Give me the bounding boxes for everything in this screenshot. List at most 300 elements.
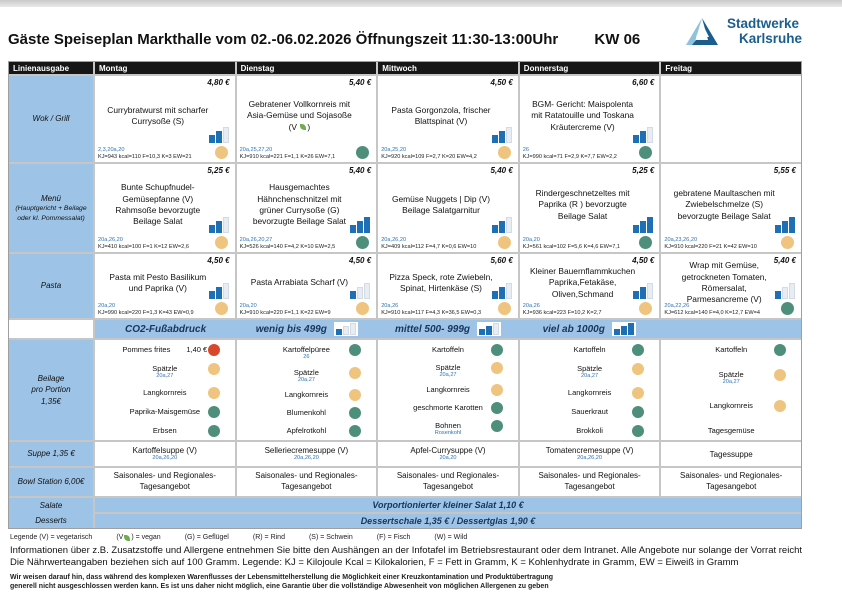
bar-segment (775, 225, 781, 233)
dish-price: 5,40 € (348, 166, 372, 175)
dish-cell-menu-1 (237, 164, 377, 252)
beilagen-cell-4 (661, 340, 801, 440)
co2-bars-icon (209, 283, 229, 299)
dish-name: Gebratener Vollkornreis mit Asia-Gemüse und Sojasoße (V ) (247, 98, 352, 132)
bar-segment (647, 217, 653, 233)
co2-footprint-banner (95, 320, 801, 338)
vegan-leaf-icon (300, 124, 306, 130)
co2-level-label: wenig bis 499g (255, 323, 327, 335)
bowl-cell-1 (237, 468, 377, 496)
row-label-beilage (9, 340, 93, 440)
suppe-allergens: 20a,26,20 (293, 455, 319, 461)
co2-banner-title: CO2-Fußabdruck (125, 323, 207, 335)
diet-legend (10, 534, 842, 541)
dish-name: Pasta Arrabiata Scharf (V) (250, 277, 349, 288)
column-header-linienausgabe: Linienausgabe (9, 62, 93, 74)
nutrition-values: KJ=920 kcal=109 F=2,7 K=20 EW=4,2 (381, 154, 477, 161)
nutrition-values: KJ=990 kcal=71 F=2,9 K=7,7 EW=2,2 (522, 154, 617, 161)
dish-footnotes (98, 237, 189, 251)
beilage-name: Kartoffeln (432, 345, 464, 354)
co2-row-spacer (9, 320, 93, 338)
beilage-note: 20a,27 (156, 373, 174, 379)
beilage-name: Langkornreis (284, 390, 329, 400)
page-title (8, 31, 640, 48)
column-header-donnerstag: Donnerstag (520, 62, 660, 74)
allergen-codes: 20a,20 (522, 237, 540, 244)
traffic-light-yellow (215, 146, 228, 159)
beilage-name: Sauerkraut (571, 406, 608, 416)
beilage-name: Apfelrotkohl (286, 425, 327, 435)
allergen-codes: 20a,22,26 (664, 303, 690, 310)
beilagen-cell-1 (237, 340, 377, 440)
bar-segment (499, 287, 505, 299)
traffic-light-green (774, 344, 786, 356)
bar-segment (343, 326, 349, 335)
traffic-light-green (349, 425, 361, 437)
co2-bars-icon (633, 217, 653, 233)
nutrition-values: KJ=910 kcal=117 F=4,3 K=36,5 EW=0,3 (381, 310, 482, 317)
dish-name: Kleiner Bauernflammkuchen Paprika,Fetakäse, Oliven,Schmand (529, 265, 636, 299)
suppe-name: Tomatencremesuppe (V) (545, 446, 634, 455)
bar-segment (506, 217, 512, 233)
co2-bars-icon (350, 217, 370, 233)
bar-segment (364, 283, 370, 299)
traffic-light-green (632, 425, 644, 437)
dish-cell-menu-2 (378, 164, 518, 252)
legend-item: (S) = Schwein (308, 534, 353, 541)
dish-price: 4,80 € (207, 78, 230, 87)
beilage-item (378, 403, 518, 414)
allergen-codes: 26 (522, 147, 530, 154)
traffic-light-yellow (491, 362, 503, 374)
traffic-light-green (491, 420, 503, 432)
suppe-cell-3 (520, 442, 660, 466)
nutrition-values: KJ=526 kcal=140 F=4,2 K=10 EW=2,5 (239, 244, 336, 251)
allergen-codes: 20a,26,20 (98, 237, 123, 244)
bar-segment (223, 217, 229, 233)
nutrition-values: KJ=943 kcal=110 F=10,3 K=3 EW=21 (98, 154, 192, 161)
row-label-bowl: Bowl Station 6,00€ (9, 468, 93, 496)
bar-segment (633, 291, 639, 299)
nutrition-values: KJ=409 kcal=112 F=4,7 K=0,6 EW=10 (381, 244, 477, 251)
dish-cell-pasta-3 (520, 254, 660, 318)
dish-price: 5,60 € (490, 256, 513, 265)
bar-segment (216, 221, 222, 233)
bar-segment (486, 326, 492, 335)
row-label-line: pro Portion (31, 385, 71, 395)
beilage-note: 20a,27 (439, 371, 457, 378)
co2-bars-icon (492, 217, 512, 233)
traffic-light-yellow (632, 387, 644, 399)
beilage-item (237, 390, 377, 401)
beilage-item (378, 345, 518, 356)
dish-price: 6,60 € (632, 78, 655, 87)
stadtwerke-logo (684, 17, 802, 47)
dish-footnotes (381, 147, 477, 161)
co2-level-label: viel ab 1000g (542, 323, 605, 335)
beilage-note: 20a,27 (581, 373, 599, 379)
allergen-codes: 20a,20 (239, 303, 257, 310)
beilage-name: Spätzle (152, 364, 178, 373)
bar-segment (782, 287, 788, 299)
bar-segment (640, 287, 646, 299)
bar-segment (492, 135, 498, 143)
traffic-light-yellow (639, 302, 652, 315)
beilage-item (378, 385, 518, 396)
row-label-text: Menü (40, 193, 61, 203)
suppe-name: Selleriecremesuppe (V) (264, 446, 349, 455)
beilage-item (378, 363, 518, 379)
row-label-salate-desserts (9, 498, 93, 528)
bar-segment (640, 131, 646, 143)
traffic-light-green (639, 236, 652, 249)
bar-segment (357, 287, 363, 299)
column-header-dienstag: Dienstag (237, 62, 377, 74)
bar-segment (492, 225, 498, 233)
traffic-light-yellow (349, 367, 361, 379)
dish-cell-wok-0 (95, 76, 235, 162)
dish-price: 5,40 € (773, 256, 796, 265)
allergen-codes: 20a,26 (522, 303, 540, 310)
dish-cell-wok-2 (378, 76, 518, 162)
beilage-item (95, 388, 235, 399)
row-label-line: 1,35€ (40, 396, 62, 406)
allergen-codes: 20a,25,27,20 (239, 147, 273, 154)
beilage-name: Pommes frites 1,40 € (122, 345, 208, 354)
beilage-item (237, 345, 377, 361)
dish-footnotes (240, 147, 336, 161)
logo-text (727, 17, 802, 46)
dish-price: 5,55 € (773, 166, 796, 175)
dish-price: 5,40 € (348, 78, 372, 87)
title-text: Gäste Speiseplan Markthalle vom 02.-06.02.2026 Öffnungszeit 11:30-13:00Uhr (8, 31, 559, 48)
bar-segment (223, 283, 229, 299)
beilage-note: Rosenkohl (434, 429, 462, 436)
bowl-offer: Saisonales- und Regionales-Tagesangebot (538, 471, 641, 491)
desserts-banner (95, 514, 801, 528)
row-label-text: Wok / Grill (32, 114, 70, 124)
bar-segment (336, 329, 342, 335)
co2-bars-icon (612, 322, 636, 336)
dish-name: Currybratwurst mit scharfer Currysoße (S) (107, 104, 209, 126)
beilage-name: Spätzle (435, 362, 461, 372)
traffic-light-green (781, 302, 794, 315)
nutrition-values: KJ=936 kcal=223 F=10,2 K=2,7 (522, 310, 602, 317)
dish-footnotes (523, 147, 617, 161)
footer-disclaimer (10, 573, 842, 592)
beilage-item (237, 368, 377, 384)
logo-line1: Stadtwerke (726, 16, 799, 32)
beilage-name: Kartoffeln (715, 345, 748, 354)
footer-info-line2: Die Nährwerteangaben beziehen sich auf 100 Gramm. Legende: KJ = Kilojoule Kcal = Kilokalorien, F = Fett in Gramm, K = Kohlenhydrate in Gramm, EW = Eiweiß in Gramm (10, 557, 739, 569)
beilage-name: Tagesgemüse (707, 425, 755, 435)
traffic-light-yellow (349, 389, 361, 401)
traffic-light-yellow (356, 302, 369, 315)
dish-price: 5,25 € (632, 166, 655, 175)
allergen-codes: 2,3,20a,20 (98, 147, 125, 154)
beilagen-cell-2 (378, 340, 518, 440)
bar-segment (493, 323, 499, 335)
dish-name: Wrap mit Gemüse, getrockneten Tomaten, Römersalat, Parmesancreme (V) (681, 260, 767, 305)
beilage-item (520, 388, 660, 399)
menu-week-table (8, 61, 802, 529)
bar-segment (209, 291, 215, 299)
dish-name: Bunte Schupfnudel-Gemüsepfanne (V) Rahmsoße bevorzugte Beilage Salat (115, 182, 201, 227)
legend-item: (G) = Geflügel (184, 534, 229, 541)
bar-segment (364, 217, 370, 233)
dish-name: Pasta Gorgonzola, frischer Blattspinat (V) (391, 104, 491, 126)
allergen-codes: 20a,26,20 (381, 237, 407, 244)
dish-cell-pasta-1 (237, 254, 377, 318)
allergen-codes: 20a,20 (98, 303, 116, 310)
bar-segment (209, 135, 215, 143)
co2-bars-icon (633, 127, 653, 143)
bar-segment (633, 135, 639, 143)
beilagen-cell-0 (95, 340, 235, 440)
nutrition-values: KJ=910 kcal=220 F=1,1 K=22 EW=9 (239, 310, 331, 317)
dish-name: Gemüse Nuggets | Dip (V) Beilage Salatgarnitur (391, 193, 491, 215)
dish-price: 4,50 € (207, 256, 230, 265)
row-label-pasta (9, 254, 93, 318)
beilage-name: Spätzle (577, 364, 603, 373)
suppe-name: Apfel-Currysuppe (V) (410, 446, 486, 455)
allergen-codes: 20a,26 (381, 303, 399, 310)
beilage-name: Paprika-Maisgemüse (129, 406, 201, 416)
bar-segment (350, 323, 356, 335)
row-label-suppe: Suppe 1,35 € (9, 442, 93, 466)
co2-bars-icon (477, 322, 501, 336)
bowl-offer: Saisonales- und Regionales-Tagesangebot (396, 471, 500, 491)
dish-name: Pasta mit Pesto Basilikum und Paprika (V) (109, 271, 207, 293)
dish-footnotes (98, 303, 194, 317)
suppe-allergens: 20a,26,20 (152, 455, 178, 461)
traffic-light-green (639, 146, 652, 159)
row-sublabel: (Hauptgericht + Beilage oder kl. Pommessalat) (15, 205, 87, 222)
co2-level-wenig (236, 322, 377, 336)
bar-segment (350, 291, 356, 299)
traffic-light-green (632, 344, 644, 356)
bar-segment (223, 127, 229, 143)
bar-segment (209, 225, 215, 233)
bar-segment (614, 329, 620, 335)
co2-bars-icon (492, 127, 512, 143)
dish-footnotes (381, 237, 476, 251)
beilage-name: Blumenkohl (286, 408, 326, 418)
co2-bars-icon (209, 127, 229, 143)
dish-name: BGM- Gericht: Maispolenta mit Ratatouille und Toskana Kräutercreme (V) (531, 98, 634, 132)
bar-segment (628, 323, 634, 335)
nutrition-values: KJ=910 kcal=220 F=21 K=42 EW=10 (664, 244, 757, 251)
bar-segment (216, 287, 222, 299)
dish-cell-menu-4 (661, 164, 801, 252)
bar-segment (499, 221, 505, 233)
dish-cell-menu-3 (520, 164, 660, 252)
traffic-light-yellow (498, 302, 511, 315)
bar-segment (782, 221, 788, 233)
allergen-codes: 20a,26,20,27 (239, 237, 273, 244)
footer-disclaimer-line1: Wir weisen darauf hin, dass während des komplexen Warenflusses der Lebensmittelherstellung die Möglichkeit einer Kreuzkontamination und Produktübertragung (10, 573, 554, 581)
beilage-name: geschmorte Karotten (413, 403, 483, 413)
traffic-light-yellow (208, 387, 220, 399)
co2-bars-icon (775, 217, 795, 233)
legend-item: (W) = Wild (434, 534, 468, 541)
dish-footnotes (240, 303, 331, 317)
traffic-light-yellow (498, 146, 511, 159)
bowl-offer: Saisonales- und Regionales-Tagesangebot (680, 471, 783, 491)
co2-level-mittel (377, 322, 518, 336)
dish-name: Pizza Speck, rote Zwiebeln, Spinat, Hirtenkäse (S) (389, 271, 493, 293)
dish-cell-wok-3 (520, 76, 660, 162)
column-header-montag: Montag (95, 62, 235, 74)
bowl-cell-3 (520, 468, 660, 496)
dish-price: 5,25 € (207, 166, 230, 175)
bar-segment (633, 225, 639, 233)
suppe-allergens: 20a,26,20 (577, 455, 603, 461)
dish-cell-wok-4 (661, 76, 801, 162)
dish-footnotes (98, 147, 192, 161)
traffic-light-yellow (491, 384, 503, 396)
bowl-cell-0 (95, 468, 235, 496)
bar-segment (647, 127, 653, 143)
dish-cell-wok-1 (237, 76, 377, 162)
triangle-logo-icon (684, 17, 720, 47)
bar-segment (506, 283, 512, 299)
dish-footnotes (664, 237, 757, 251)
beilage-name: Erbsen (152, 425, 177, 435)
beilage-item (95, 364, 235, 380)
dish-cell-pasta-2 (378, 254, 518, 318)
beilage-item (95, 407, 235, 418)
bar-segment (621, 326, 627, 335)
bowl-offer: Saisonales- und Regionales-Tagesangebot (255, 471, 358, 491)
dessert-offer: Dessertschale 1,35 € / Dessertglas 1,90 € (360, 516, 536, 526)
row-label-menu (9, 164, 93, 252)
allergen-codes: 20a,23,26,20 (664, 237, 698, 244)
salat-offer: Vorportionierter kleiner Salat 1,10 € (372, 500, 524, 510)
beilage-item (661, 345, 801, 356)
beilage-name: Brokkoli (576, 425, 603, 435)
beilage-item (520, 426, 660, 437)
dish-footnotes (381, 303, 481, 317)
co2-bars-icon (334, 322, 358, 336)
beilage-note: 26 (303, 354, 310, 360)
dish-cell-pasta-4 (661, 254, 801, 318)
traffic-light-green (632, 406, 644, 418)
beilage-note: 20a,27 (722, 379, 740, 386)
dish-footnotes (664, 303, 760, 317)
beilagen-cell-3 (520, 340, 660, 440)
bowl-cell-4 (661, 468, 801, 496)
beilage-name: Kartoffeln (573, 345, 606, 354)
beilage-name: Kartoffelpüree (282, 345, 330, 354)
beilage-item (237, 426, 377, 437)
beilage-item (520, 364, 660, 380)
row-label-wok (9, 76, 93, 162)
beilage-item (95, 345, 235, 356)
allergen-codes: 20a,25,20 (381, 147, 407, 154)
bar-segment (775, 291, 781, 299)
bar-segment (479, 329, 485, 335)
beilage-price: 1,40 € (186, 345, 208, 354)
bowl-cell-2 (378, 468, 518, 496)
dish-price: 5,40 € (490, 166, 513, 175)
co2-bars-icon (775, 283, 795, 299)
traffic-light-green (491, 344, 503, 356)
beilage-item (661, 426, 801, 437)
co2-bars-icon (350, 283, 370, 299)
bar-segment (789, 283, 795, 299)
bar-segment (789, 217, 795, 233)
beilage-item (661, 370, 801, 386)
beilage-item (378, 421, 518, 437)
bar-segment (357, 221, 363, 233)
traffic-light-green (491, 402, 503, 414)
column-header-freitag: Freitag (661, 62, 801, 74)
co2-bars-icon (492, 283, 512, 299)
footer-info-line1: Informationen über z.B. Zusatzstoffe und Allergene entnehmen Sie bitte den Aushängen an der Infotafel im Betriebsrestaurant oder dem Intranet. Alle Angebote nur solange der Vorrat reicht (10, 545, 802, 556)
nutrition-values: KJ=410 kcal=100 F=1 K=12 EW=2,6 (98, 244, 189, 251)
window-top-edge (0, 0, 842, 7)
column-header-mittwoch: Mittwoch (378, 62, 518, 74)
bar-segment (216, 131, 222, 143)
vegan-leaf-icon (124, 535, 130, 541)
traffic-light-yellow (208, 363, 220, 375)
salate-banner (95, 498, 801, 512)
suppe-name: Tagessuppe (709, 449, 753, 459)
bar-segment (492, 291, 498, 299)
dish-cell-pasta-0 (95, 254, 235, 318)
beilage-name: Langkornreis (426, 385, 470, 395)
row-label-line: Desserts (35, 516, 67, 525)
suppe-allergens: 20a,20 (439, 455, 457, 461)
traffic-light-yellow (215, 236, 228, 249)
footer-info (10, 545, 842, 570)
dish-name: Hausgemachtes Hähnchenschnitzel mit grüner Currysoße (G) bevorzugte Beilage Salat (252, 182, 346, 227)
calendar-week: KW 06 (594, 31, 641, 48)
row-label-line: Beilage (37, 374, 65, 384)
suppe-cell-2 (378, 442, 518, 466)
traffic-light-green (349, 407, 361, 419)
suppe-cell-1 (237, 442, 377, 466)
bowl-offer: Saisonales- und Regionales-Tagesangebot (113, 471, 216, 491)
row-label-line: Salate (39, 500, 63, 510)
nutrition-values: KJ=612 kcal=140 F=4,0 K=12,7 EW=4 (664, 310, 761, 317)
nutrition-values: KJ=990 kcal=220 F=1,3 K=43 EW=0,9 (98, 310, 194, 317)
traffic-light-green (356, 236, 369, 249)
suppe-cell-0 (95, 442, 235, 466)
co2-level-label: mittel 500- 999g (394, 323, 471, 335)
beilage-note: 20a,27 (297, 376, 315, 383)
logo-line2: Karlsruhe (738, 31, 802, 46)
nutrition-values: KJ=561 kcal=102 F=5,6 K=4,6 EW=7,1 (522, 244, 620, 251)
beilage-name: Bohnen (435, 420, 461, 430)
dish-name: Rindergeschnetzeltes mit Paprika (R ) bevorzugte Beilage Salat (535, 187, 630, 221)
footer-disclaimer-line2: generell nicht ausgeschlossen werden kann. Es ist uns daher nicht möglich, eine Garantie über die vollständige Abwesenheit von möglichen Allergenen zu geben (10, 583, 549, 591)
beilage-item (520, 407, 660, 418)
beilage-item (520, 345, 660, 356)
legend-item: (R) = Rind (252, 534, 285, 541)
dish-price: 4,50 € (348, 256, 372, 265)
co2-bars-icon (209, 217, 229, 233)
beilage-name: Spätzle (293, 367, 319, 377)
bar-segment (640, 221, 646, 233)
nutrition-values: KJ=910 kcal=221 F=1,1 K=26 EW=7,1 (239, 154, 336, 161)
dish-price: 4,50 € (632, 256, 655, 265)
co2-level-viel (519, 322, 660, 336)
traffic-light-red (208, 344, 220, 356)
dish-footnotes (523, 303, 602, 317)
beilage-name: Spätzle (718, 370, 744, 380)
